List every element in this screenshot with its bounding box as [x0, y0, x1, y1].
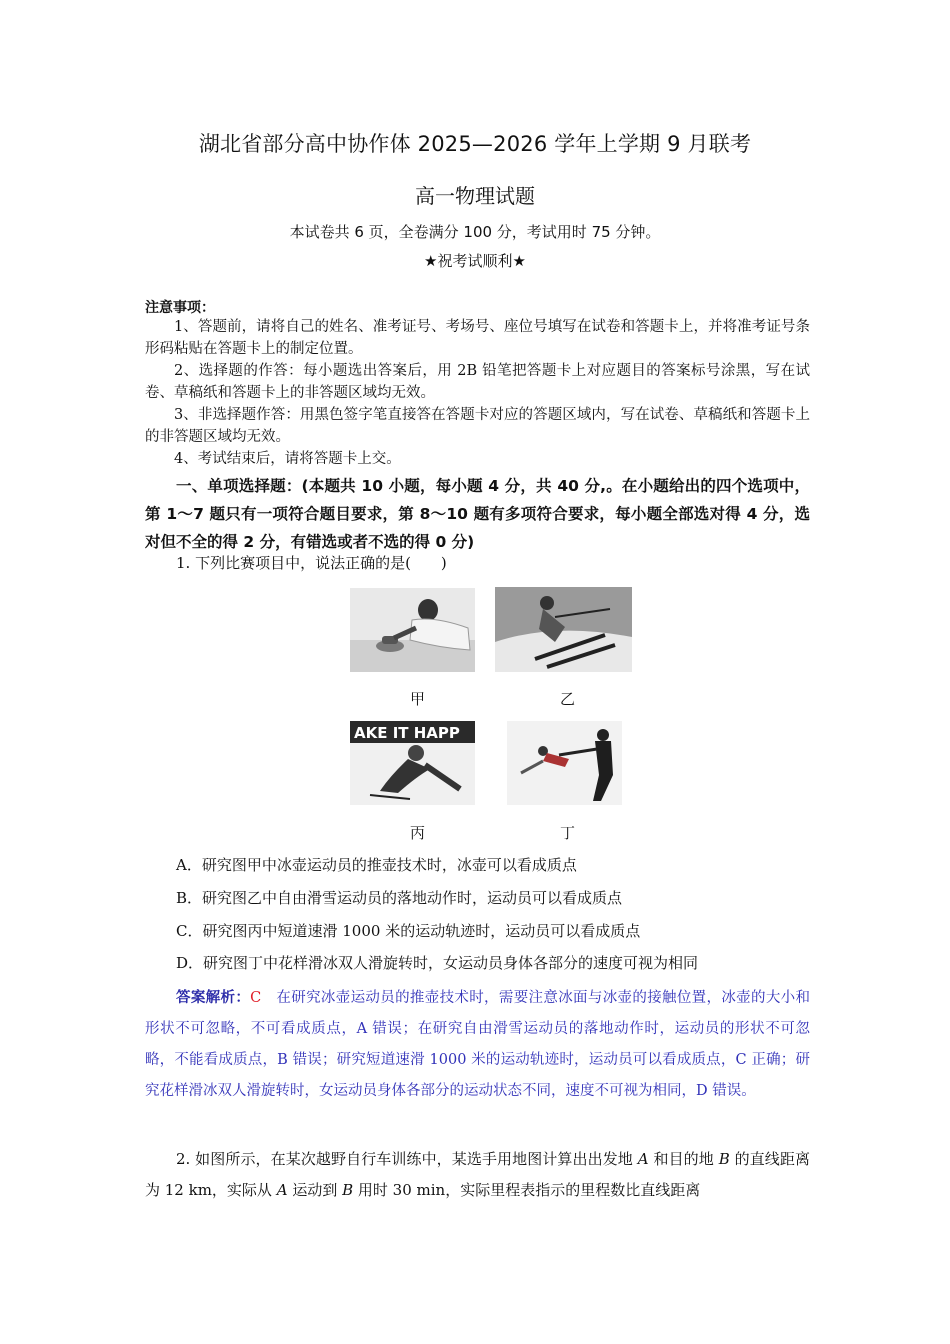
figure-caption-jia: 甲 [410, 690, 426, 708]
q2-segment: 的直线距离为 12 km，实际从 [145, 1150, 810, 1199]
q2-segment: 用时 30 min，实际里程表指示的里程数比直线距离 [353, 1181, 701, 1199]
exam-wish: ★祝考试顺利★ [424, 252, 526, 270]
figure-jia-curling [350, 588, 475, 672]
question-2-text [145, 1144, 810, 1206]
answer-text: 在研究冰壶运动员的推壶技术时，需要注意冰面与冰壶的接触位置，冰壶的大小和形状不可忽略，不可看成质点，A 错误；在研究自由滑雪运动员的落地动作时，运动员的形状不可忽略，不能看成质点，B 错误；研究短道速滑 1000 米的运动轨迹时，运动员可以看成质点，C 正确；研究花样滑冰双人滑旋转时，女运动员身体各部分的运动状态不同，速度不可视为相同，D 错误。 [145, 990, 810, 1099]
q2-var-a: A [637, 1150, 649, 1168]
figure-caption-yi: 乙 [560, 690, 576, 708]
option-b: B．研究图乙中自由滑雪运动员的落地动作时，运动员可以看成质点 [176, 889, 623, 907]
notice-list [145, 316, 810, 470]
q2-var-b: B [342, 1181, 354, 1199]
page-title: 湖北省部分高中协作体 2025—2026 学年上学期 9 月联考 [198, 132, 752, 156]
answer-key: C [250, 990, 262, 1006]
answer-label: 答案解析： [176, 990, 251, 1006]
question-1-stem: 1. 下列比赛项目中，说法正确的是( ) [176, 554, 447, 572]
q2-segment: 和目的地 [648, 1150, 719, 1168]
answer-paragraph [145, 983, 810, 1107]
figure-yi-skiing [495, 587, 632, 672]
option-d: D．研究图丁中花样滑冰双人滑旋转时，女运动员身体各部分的速度可视为相同 [176, 954, 699, 972]
q2-var-a: A [276, 1181, 288, 1199]
question-2-stem [145, 1144, 810, 1206]
section-1-text: 一、单项选择题：(本题共 10 小题，每小题 4 分，共 40 分,。在小题给出的四个选项中，第 1～7 题只有一项符合题目要求，第 8～10 题有多项符合要求，每小题全部选对得 4 分，选对但不全的得 2 分，有错选或者不选的得 0 分) [145, 477, 810, 551]
figure-caption-ding: 丁 [560, 824, 576, 842]
notice-heading: 注意事项： [145, 300, 215, 316]
answer-explanation [145, 983, 810, 1107]
exam-meta: 本试卷共 6 页，全卷满分 100 分，考试用时 75 分钟。 [289, 223, 661, 241]
notice-item: 2、选择题的作答：每小题选出答案后，用 2B 铅笔把答题卡上对应题目的答案标号涂黑，写在试卷、草稿纸和答题卡上的非答题区域均无效。 [145, 363, 810, 401]
section-instructions [145, 472, 810, 556]
q2-var-b: B [718, 1150, 730, 1168]
q2-segment: 运动到 [287, 1181, 343, 1199]
figure-bing-short-track [350, 721, 475, 805]
q2-segment: 2. 如图所示，在某次越野自行车训练中，某选手用地图计算出出发地 [176, 1150, 638, 1168]
figure-caption-bing: 丙 [410, 824, 426, 842]
banner-text: AKE IT HAPP [354, 724, 460, 742]
notice-item: 1、答题前，请将自己的姓名、准考证号、考场号、座位号填写在试卷和答题卡上，并将准考证号条形码粘贴在答题卡上的制定位置。 [145, 319, 810, 357]
figure-ding-figure-skating [507, 721, 622, 805]
notice-item: 3、非选择题作答：用黑色签字笔直接答在答题卡对应的答题区域内，写在试卷、草稿纸和答题卡上的非答题区域均无效。 [145, 407, 810, 445]
option-c: C．研究图丙中短道速滑 1000 米的运动轨迹时，运动员可以看成质点 [176, 922, 641, 940]
option-a: A．研究图甲中冰壶运动员的推壶技术时，冰壶可以看成质点 [176, 856, 577, 874]
page-subtitle: 高一物理试题 [415, 184, 535, 208]
notice-item: 4、考试结束后，请将答题卡上交。 [174, 451, 401, 467]
